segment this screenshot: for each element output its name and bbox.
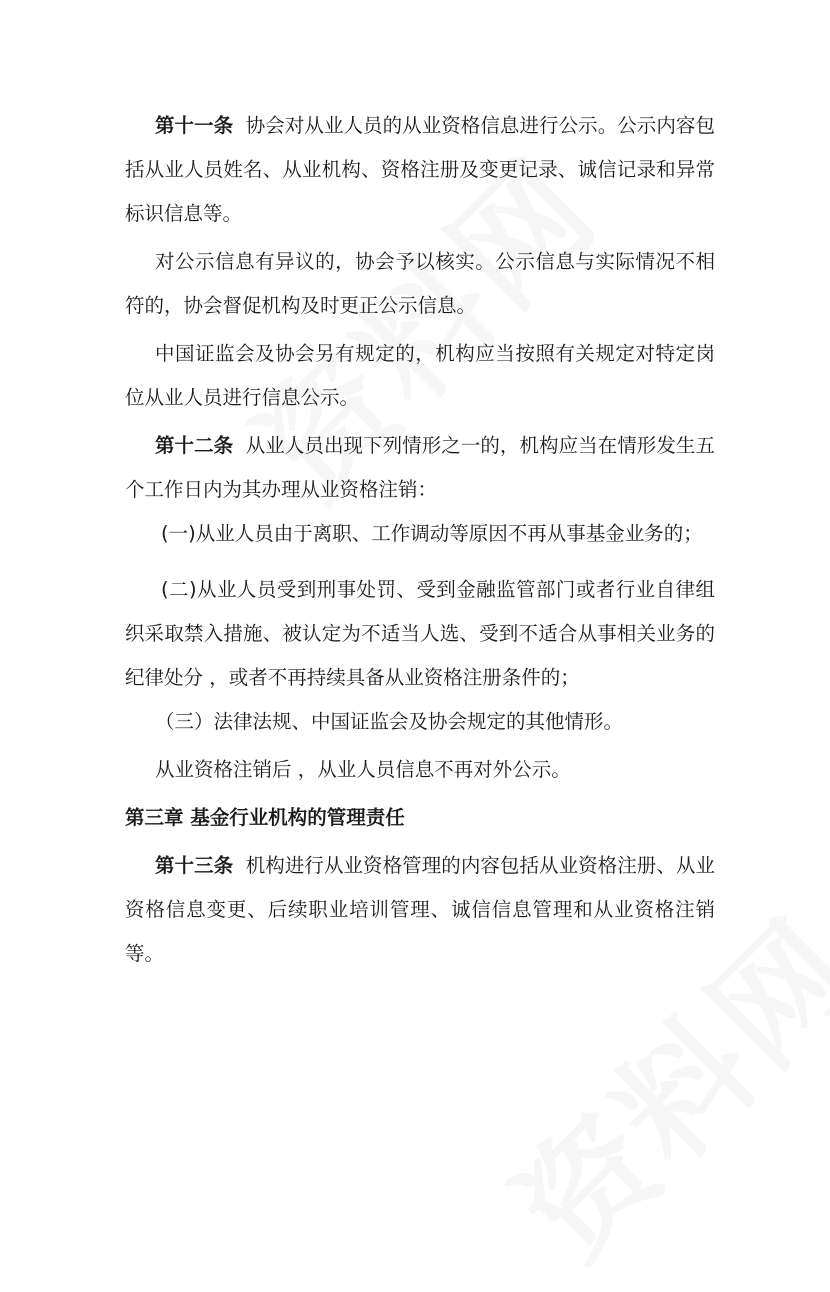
article-12 [125,424,715,512]
article-12-body: 从业人员出现下列情形之一的，机构应当在情形发生五个工作日内为其办理从业资格注销： [125,434,715,501]
article-12-heading: 第十二条 [155,434,234,457]
article-13-heading: 第十三条 [155,854,234,877]
article-11-paragraph-2: 对公示信息有异议的，协会予以核实。公示信息与实际情况不相符的，协会督促机构及时更正公示信息。 [125,250,715,317]
article-11-paragraph-3: 中国证监会及协会另有规定的，机构应当按照有关规定对特定岗位从业人员进行信息公示。 [125,342,715,409]
article-12-paragraph-2: 从业资格注销后 ，从业人员信息不再对外公示。 [155,758,571,781]
article-11 [125,104,715,236]
article-13-body: 机构进行从业资格管理的内容包括从业资格注册、从业资格信息变更、后续职业培训管理、诚信信息管理和从业资格注销等。 [125,854,715,965]
document-body [125,104,715,976]
article-13 [125,844,715,976]
article-12-item-3: （三）法律法规、中国证监会及协会规定的其他情形。 [155,710,624,733]
article-12-item-1: (一)从业人员由于离职、工作调动等原因不再从事基金业务的； [161,522,703,545]
article-11-body: 协会对从业人员的从业资格信息进行公示。公示内容包括从业人员姓名、从业机构、资格注册及变更记录、诚信记录和异常标识信息等。 [125,114,715,225]
chapter-3-title: 第三章 基金行业机构的管理责任 [125,806,405,829]
article-11-heading: 第十一条 [155,114,234,137]
article-12-item-2: (二)从业人员受到刑事处罚、受到金融监管部门或者行业自律组织采取禁入措施、被认定为不适当人选、受到不适合从事相关业务的纪律处分 ，或者不再持续具备从业资格注册条件的； [125,578,715,689]
